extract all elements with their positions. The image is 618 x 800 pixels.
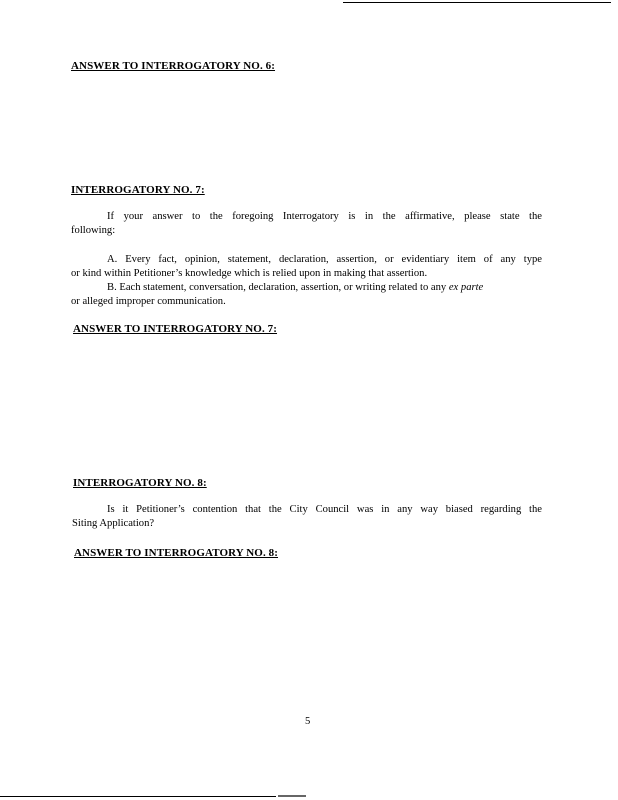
answer-8-heading: ANSWER TO INTERROGATORY NO. 8: — [74, 547, 279, 559]
footer-rule-stub — [278, 795, 306, 797]
footer-rule — [0, 796, 276, 797]
item-b-text: B. Each statement, conversation, declaration, assertion, or writing related to any — [107, 282, 449, 293]
interrogatory-8-heading: INTERROGATORY NO. 8: — [73, 477, 207, 489]
interrogatory-7-intro-line-2: following: — [71, 225, 116, 236]
item-b-ex-parte: ex parte — [448, 282, 484, 293]
interrogatory-7-heading: INTERROGATORY NO. 7: — [71, 184, 205, 196]
interrogatory-7-item-a-line-1: A. Every fact, opinion, statement, declaration, assertion, or evidentiary item of any type — [107, 254, 542, 265]
interrogatory-7-item-a-line-2: or kind within Petitioner’s knowledge which is relied upon in making that assertion. — [71, 268, 428, 279]
answer-6-heading: ANSWER TO INTERROGATORY NO. 6: — [71, 60, 276, 72]
interrogatory-8-line-2: Siting Application? — [72, 518, 155, 529]
answer-7-heading: ANSWER TO INTERROGATORY NO. 7: — [73, 323, 278, 335]
interrogatory-8-line-1: Is it Petitioner’s contention that the City Council was in any way biased regarding the — [107, 504, 542, 515]
page-number: 5 — [305, 716, 311, 727]
header-rule — [343, 2, 611, 3]
interrogatory-7-item-b-line-1 — [107, 282, 483, 293]
interrogatory-7-item-b-line-2: or alleged improper communication. — [71, 296, 226, 307]
interrogatory-7-intro-line-1: If your answer to the foregoing Interrogatory is in the affirmative, please state the — [107, 211, 542, 222]
